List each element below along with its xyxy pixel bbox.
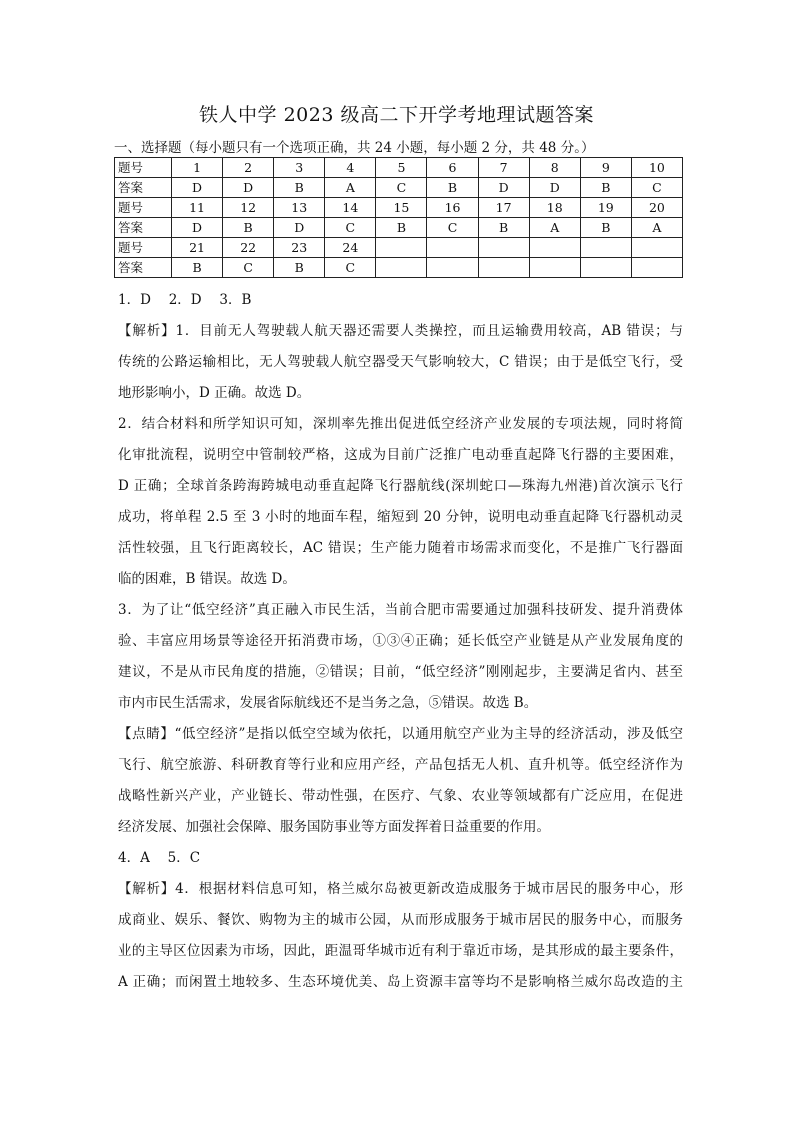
text-line: 2．结合材料和所学知识可知，深圳率先推出促进低空经济产业发展的专项法规，同时将简 [118, 416, 683, 432]
table-row [115, 258, 683, 278]
table-cell: C [427, 218, 478, 238]
text-line: 【解析】1．目前无人驾驶载人航天器还需要人类操控，而且运输费用较高，AB 错误；与 [118, 323, 683, 339]
table-cell: B [274, 178, 325, 198]
table-cell: D [223, 178, 274, 198]
table-cell: 5 [376, 158, 427, 178]
text-line: 【解析】4．根据材料信息可知，格兰威尔岛被更新改造成服务于城市居民的服务中心，形 [118, 881, 683, 897]
table-row [115, 158, 683, 178]
explanation-text [118, 285, 683, 998]
table-cell: 11 [172, 198, 223, 218]
table-cell: 16 [427, 198, 478, 218]
table-cell: 14 [325, 198, 376, 218]
table-cell: 7 [478, 158, 529, 178]
text-line: 1．D 2．D 3．B [118, 292, 252, 308]
row-header: 题号 [115, 238, 172, 258]
text-line: 成商业、娱乐、餐饮、购物为主的城市公园，从而形成服务于城市居民的服务中心，而服务 [118, 912, 683, 928]
text-line: D 正确；全球首条跨海跨城电动垂直起降飞行器航线(深圳蛇口—珠海九州港)首次演示飞行 [118, 478, 683, 494]
text-line: 经济发展、加强社会保障、服务国防事业等方面发挥着日益重要的作用。 [118, 819, 550, 835]
table-row [115, 238, 683, 258]
text-line: 传统的公路运输相比，无人驾驶载人航空器受天气影响较大，C 错误；由于是低空飞行，受 [118, 354, 683, 370]
table-cell: B [580, 178, 631, 198]
table-cell [427, 238, 478, 258]
row-header: 题号 [115, 198, 172, 218]
table-cell: 12 [223, 198, 274, 218]
table-cell: B [427, 178, 478, 198]
table-cell: 24 [325, 238, 376, 258]
table-cell: 3 [274, 158, 325, 178]
table-cell: 19 [580, 198, 631, 218]
table-cell: 17 [478, 198, 529, 218]
table-cell: B [274, 258, 325, 278]
text-line: 【点睛】“低空经济”是指以低空空域为依托，以通用航空产业为主导的经济活动，涉及低空 [118, 726, 683, 742]
table-cell: C [631, 178, 682, 198]
text-line: 活性较强，且飞行距离较长，AC 错误；生产能力随着市场需求而变化，不是推广飞行器面 [118, 540, 683, 556]
table-cell [529, 238, 580, 258]
text-line: 成功，将单程 2.5 至 3 小时的地面车程，缩短到 20 分钟，说明电动垂直起降飞行器机动灵 [118, 509, 683, 525]
text-line: 地形影响小，D 正确。故选 D。 [118, 385, 311, 401]
text-line: A 正确；而闲置土地较多、生态环境优美、岛上资源丰富等均不是影响格兰威尔岛改造的主 [118, 974, 683, 990]
table-cell: 22 [223, 238, 274, 258]
table-cell: 2 [223, 158, 274, 178]
table-row [115, 218, 683, 238]
table-cell: C [376, 178, 427, 198]
table-cell [427, 258, 478, 278]
table-cell: 20 [631, 198, 682, 218]
table-cell [478, 238, 529, 258]
text-line: 建议，不是从市民角度的措施，②错误；目前，“低空经济”刚刚起步，主要满足省内、甚至 [118, 664, 683, 680]
table-cell: C [325, 258, 376, 278]
table-cell [376, 258, 427, 278]
table-cell: A [529, 218, 580, 238]
table-cell [631, 258, 682, 278]
row-header: 答案 [115, 218, 172, 238]
table-cell [529, 258, 580, 278]
table-cell [376, 238, 427, 258]
answer-table [114, 157, 683, 278]
text-line: 4．A 5．C [118, 850, 201, 866]
table-cell: D [274, 218, 325, 238]
table-cell [580, 258, 631, 278]
row-header: 答案 [115, 258, 172, 278]
text-line: 临的困难，B 错误。故选 D。 [118, 571, 296, 587]
table-cell: 15 [376, 198, 427, 218]
table-cell [478, 258, 529, 278]
table-cell: C [223, 258, 274, 278]
table-cell: B [580, 218, 631, 238]
table-cell: 1 [172, 158, 223, 178]
table-cell: D [172, 178, 223, 198]
text-line: 化审批流程，说明空中管制较严格，这成为目前广泛推广电动垂直起降飞行器的主要困难， [118, 447, 683, 463]
table-cell: 10 [631, 158, 682, 178]
table-cell: D [529, 178, 580, 198]
text-line: 验、丰富应用场景等途径开拓消费市场，①③④正确；延长低空产业链是从产业发展角度的 [118, 633, 683, 649]
text-line: 市内市民生活需求，发展省际航线还不是当务之急，⑤错误。故选 B。 [118, 695, 538, 711]
document-title: 铁人中学 2023 级高二下开学考地理试题答案 [199, 104, 594, 126]
row-header: 题号 [115, 158, 172, 178]
table-cell: B [376, 218, 427, 238]
table-cell: 9 [580, 158, 631, 178]
table-cell: A [631, 218, 682, 238]
table-cell: 6 [427, 158, 478, 178]
table-row [115, 198, 683, 218]
table-cell [631, 238, 682, 258]
row-header: 答案 [115, 178, 172, 198]
text-line: 业的主导区位因素为市场，因此，距温哥华城市近有利于靠近市场，是其形成的最主要条件， [118, 943, 683, 959]
table-cell: 18 [529, 198, 580, 218]
section-heading: 一、选择题（每小题只有一个选项正确，共 24 小题，每小题 2 分，共 48 分。） [114, 140, 595, 156]
text-line: 3．为了让“低空经济”真正融入市民生活，当前合肥市需要通过加强科技研发、提升消费体 [118, 602, 683, 618]
table-row [115, 178, 683, 198]
table-cell: C [325, 218, 376, 238]
table-cell: 8 [529, 158, 580, 178]
table-cell: A [325, 178, 376, 198]
table-cell [580, 238, 631, 258]
table-cell: B [478, 218, 529, 238]
table-cell: 4 [325, 158, 376, 178]
table-cell: 21 [172, 238, 223, 258]
text-line: 飞行、航空旅游、科研教育等行业和应用产经，产品包括无人机、直升机等。低空经济作为 [118, 757, 683, 773]
table-cell: 23 [274, 238, 325, 258]
table-cell: D [172, 218, 223, 238]
table-cell: B [223, 218, 274, 238]
table-cell: B [172, 258, 223, 278]
text-line: 战略性新兴产业，产业链长、带动性强，在医疗、气象、农业等领域都有广泛应用，在促进 [118, 788, 683, 804]
table-cell: D [478, 178, 529, 198]
table-cell: 13 [274, 198, 325, 218]
